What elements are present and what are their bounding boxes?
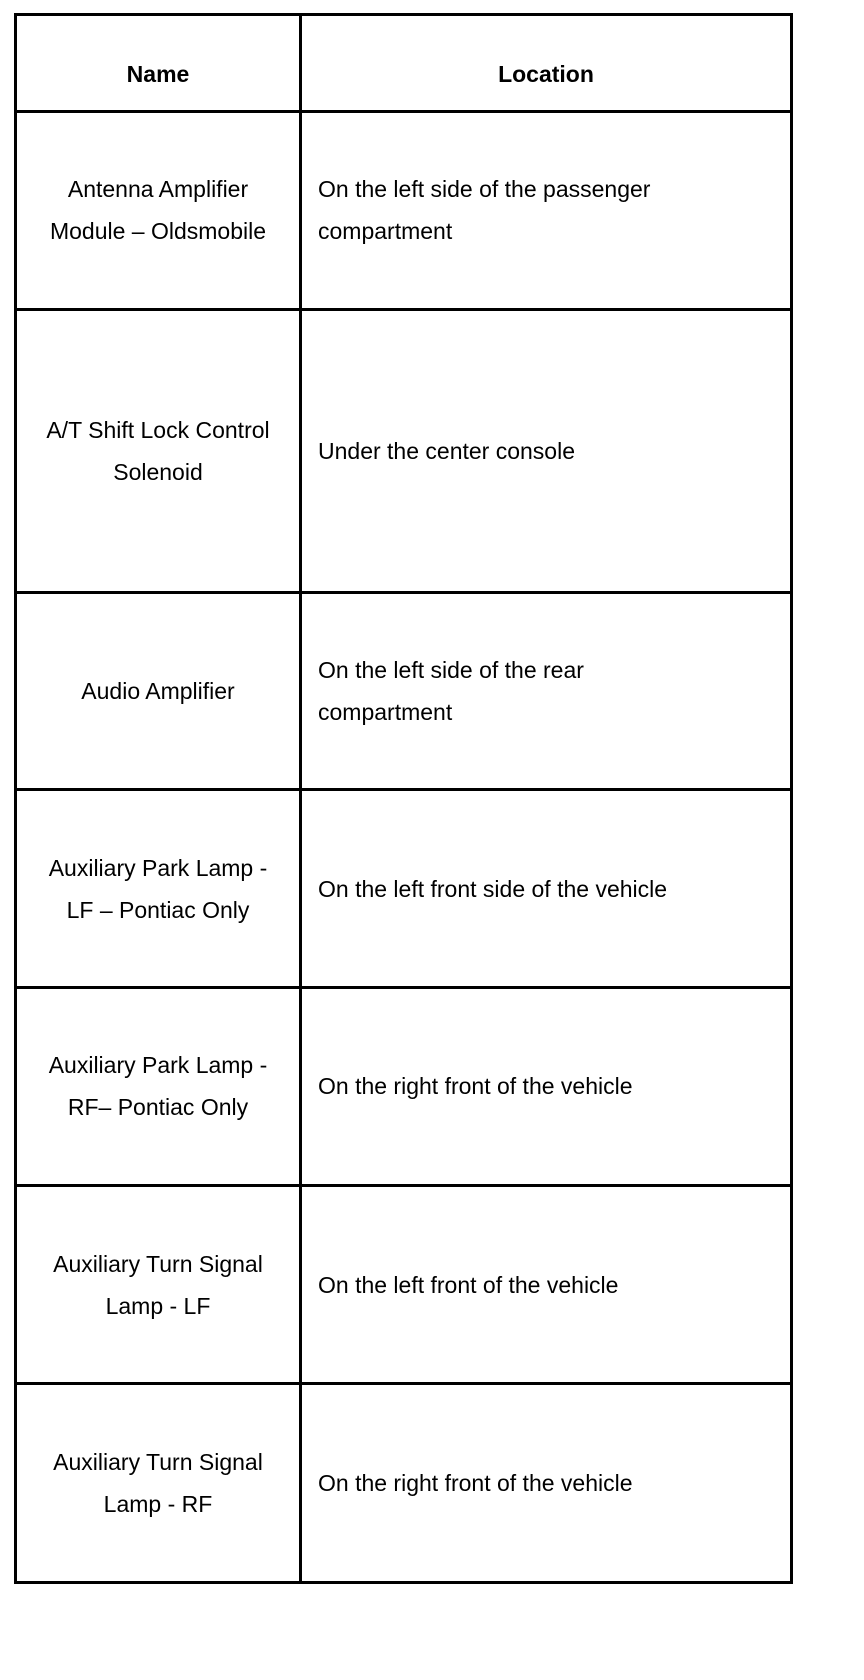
component-name-cell bbox=[16, 592, 301, 790]
component-location: Under the center console bbox=[318, 437, 575, 464]
component-location: On the right front of the vehicle bbox=[318, 1470, 633, 1497]
component-location-table bbox=[14, 13, 793, 1584]
component-name: Auxiliary Park Lamp - LF – Pontiac Only bbox=[48, 854, 268, 923]
location-column-header: Location bbox=[301, 15, 792, 112]
table-row bbox=[16, 592, 792, 790]
component-location-cell bbox=[301, 1185, 792, 1384]
component-name: Audio Amplifier bbox=[81, 678, 235, 705]
component-name-cell bbox=[16, 112, 301, 310]
component-location-cell bbox=[301, 1384, 792, 1583]
component-name: Auxiliary Turn Signal Lamp - RF bbox=[53, 1449, 263, 1518]
component-location-cell bbox=[301, 592, 792, 790]
table-row bbox=[16, 112, 792, 310]
component-location: On the left front of the vehicle bbox=[318, 1271, 619, 1298]
component-name: Auxiliary Park Lamp - RF– Pontiac Only bbox=[48, 1052, 268, 1121]
component-name-cell bbox=[16, 790, 301, 988]
component-name: Antenna Amplifier Module – Oldsmobile bbox=[49, 176, 267, 245]
name-column-header: Name bbox=[16, 15, 301, 112]
component-name-cell bbox=[16, 309, 301, 592]
table-row bbox=[16, 1185, 792, 1384]
component-location-cell bbox=[301, 988, 792, 1186]
table-row bbox=[16, 790, 792, 988]
component-name: Auxiliary Turn Signal Lamp - LF bbox=[53, 1250, 263, 1319]
component-location: On the left side of the passenger compartment bbox=[318, 176, 651, 245]
component-location: On the left front side of the vehicle bbox=[318, 875, 668, 902]
table-row bbox=[16, 988, 792, 1186]
table-row bbox=[16, 1384, 792, 1583]
component-name-cell bbox=[16, 988, 301, 1186]
component-location-cell bbox=[301, 790, 792, 988]
component-location: On the left side of the rear compartment bbox=[318, 657, 584, 726]
table-header-row bbox=[16, 15, 792, 112]
component-location-cell bbox=[301, 309, 792, 592]
component-name-cell bbox=[16, 1384, 301, 1583]
component-name: A/T Shift Lock Control Solenoid bbox=[46, 416, 270, 485]
component-location: On the right front of the vehicle bbox=[318, 1073, 633, 1100]
component-location-cell bbox=[301, 112, 792, 310]
component-name-cell bbox=[16, 1185, 301, 1384]
table-row bbox=[16, 309, 792, 592]
